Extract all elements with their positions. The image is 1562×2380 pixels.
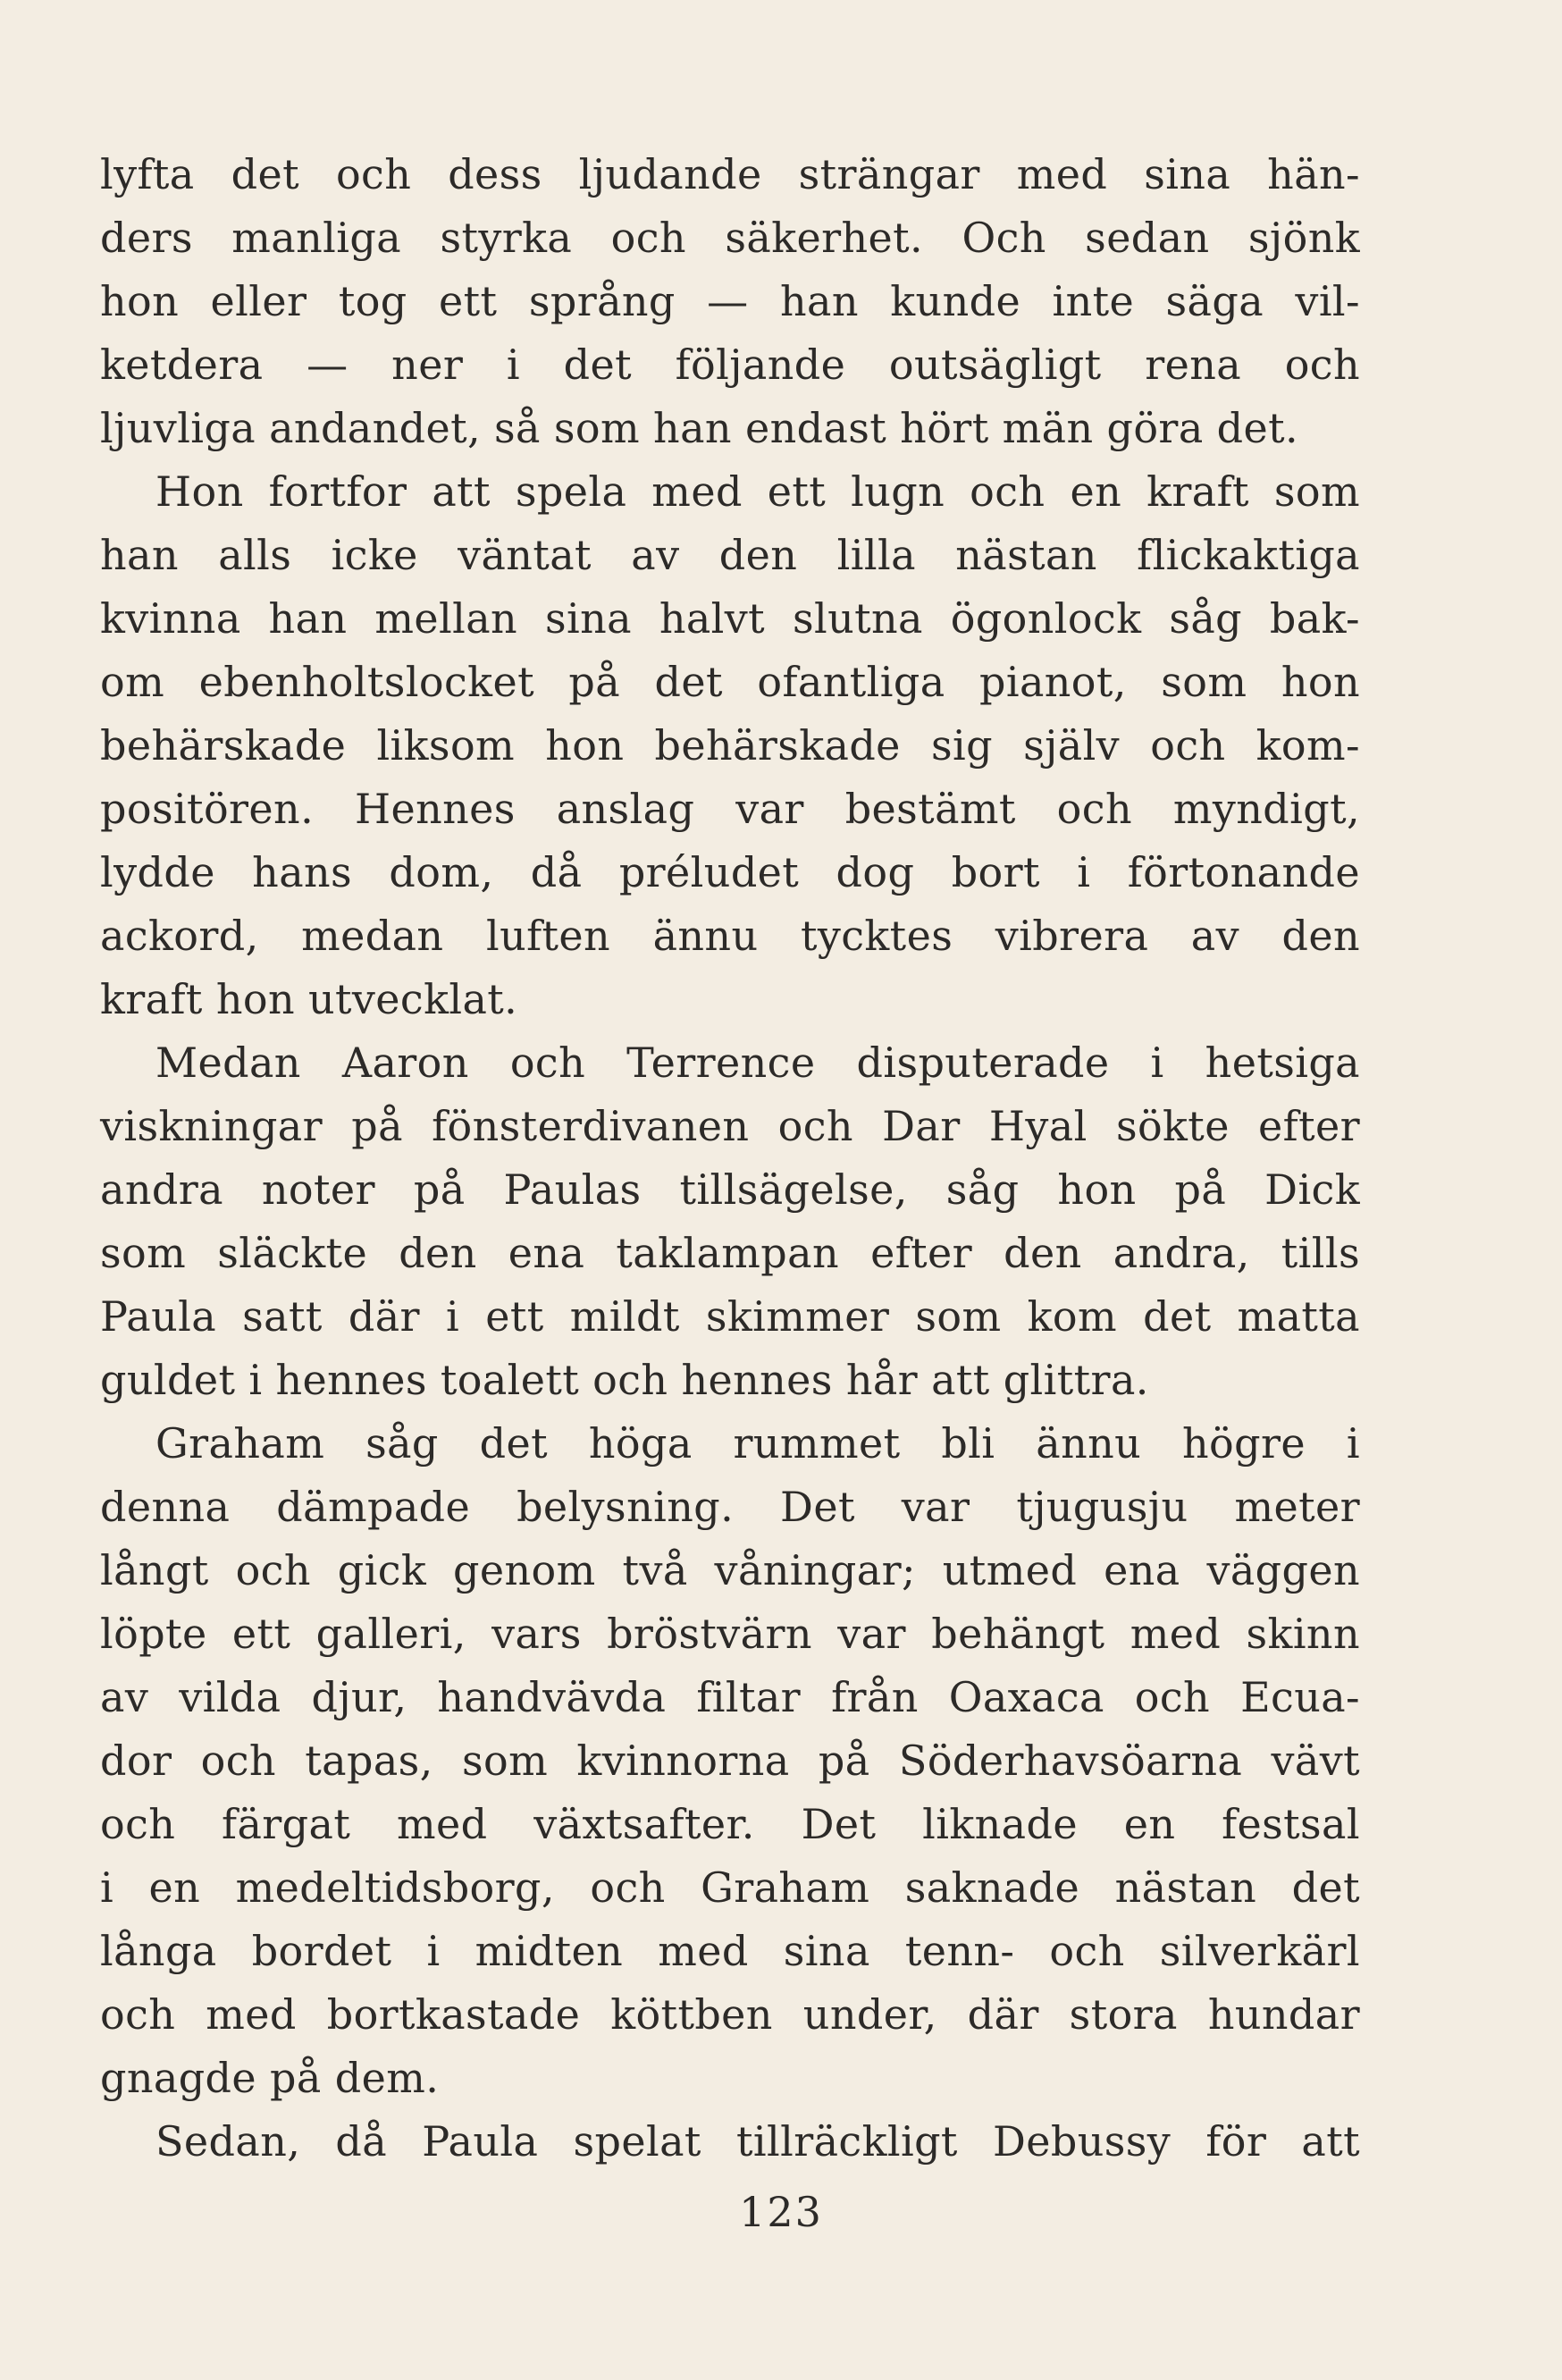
text-line: lydde hans dom, då préludet dog bort i förtonande [100, 848, 1360, 896]
text-line: Graham såg det höga rummet bli ännu högre i [155, 1419, 1360, 1468]
text-line: kvinna han mellan sina halvt slutna ögonlock såg bak- [100, 594, 1360, 643]
text-line: Medan Aaron och Terrence disputerade i hetsiga [155, 1039, 1360, 1087]
text-line: behärskade liksom hon behärskade sig själv och kom- [100, 721, 1360, 770]
text-line: gnagde på dem. [100, 2054, 440, 2102]
text-line: som släckte den ena taklampan efter den andra, tills [100, 1229, 1360, 1277]
text-line: han alls icke väntat av den lilla nästan flickaktiga [100, 531, 1360, 579]
text-line: andra noter på Paulas tillsägelse, såg hon på Dick [100, 1165, 1360, 1214]
body-text [100, 143, 1360, 2174]
text-line: ackord, medan luften ännu tycktes vibrera av den [100, 912, 1360, 960]
text-line: hon eller tog ett språng — han kunde inte säga vil- [100, 277, 1360, 325]
text-line: långt och gick genom två våningar; utmed ena väggen [100, 1546, 1360, 1594]
text-line: Hon fortfor att spela med ett lugn och en kraft som [155, 467, 1360, 516]
text-line: guldet i hennes toalett och hennes hår att glittra. [100, 1356, 1149, 1404]
text-line: dor och tapas, som kvinnorna på Söderhavsöarna vävt [100, 1737, 1360, 1785]
text-line: denna dämpade belysning. Det var tjugusju meter [100, 1483, 1360, 1531]
text-line: och färgat med växtsafter. Det liknade en festsal [100, 1800, 1360, 1848]
text-line: ketdera — ner i det följande outsägligt rena och [100, 341, 1360, 389]
text-line: kraft hon utvecklat. [100, 975, 518, 1023]
text-line: viskningar på fönsterdivanen och Dar Hyal sökte efter [100, 1102, 1360, 1150]
text-line: och med bortkastade köttben under, där stora hundar [100, 1990, 1360, 2039]
text-line: långa bordet i midten med sina tenn- och silverkärl [100, 1927, 1360, 1975]
text-line: Paula satt där i ett mildt skimmer som kom det matta [100, 1292, 1360, 1341]
text-line: ljuvliga andandet, så som han endast hört män göra det. [100, 404, 1299, 452]
text-line: lyfta det och dess ljudande strängar med sina hän- [100, 150, 1360, 198]
text-line: löpte ett galleri, vars bröstvärn var behängt med skinn [100, 1610, 1360, 1658]
text-line: av vilda djur, handvävda filtar från Oaxaca och Ecua- [100, 1673, 1360, 1721]
text-line: positören. Hennes anslag var bestämt och myndigt, [100, 785, 1360, 833]
text-line: Sedan, då Paula spelat tillräckligt Debussy för att [155, 2117, 1360, 2166]
page-number: 123 [739, 2188, 823, 2236]
text-line: ders manliga styrka och säkerhet. Och sedan sjönk [100, 214, 1360, 262]
text-line: om ebenholtslocket på det ofantliga pianot, som hon [100, 658, 1360, 706]
text-line: i en medeltidsborg, och Graham saknade nästan det [100, 1863, 1360, 1912]
